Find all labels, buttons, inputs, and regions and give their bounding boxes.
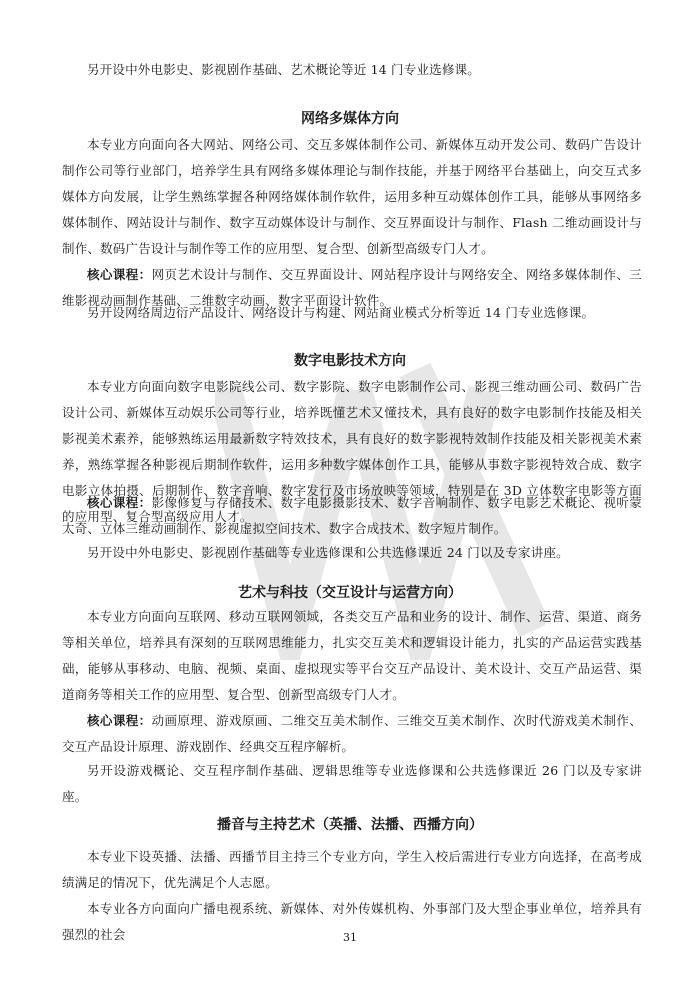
section-title-network-multimedia: 网络多媒体方向 [301,111,399,127]
core-courses-label: 核心课程： [87,713,152,728]
section-description: 本专业下设英播、法播、西播节目主持三个专业方向，学生入校后需进行专业方向选择，在高考成绩满足的情况下，优先满足个人志愿。 [62,849,642,890]
core-courses-text: 动画原理、游戏原画、二维交互美术制作、三维交互美术制作、次时代游戏美术制作、交互产品设计原理、游戏剧作、经典交互程序解析。 [62,713,642,754]
electives-paragraph: 另开设中外电影史、影视剧作基础等专业选修课和公共选修课近 24 门以及专家讲座。 [87,545,569,560]
core-courses-paragraph [62,708,642,760]
section-description: 本专业方向面向各大网站、网络公司、交互多媒体制作公司、新媒体互动开发公司、数码广告设计制作公司等行业部门，培养学生具有网络多媒体理论与制作技能，并基于网络平台基础上，向交互式多媒体方向发展，让学生熟练掌握各种网络媒体制作软件，运用多种互动媒体创作工具，能够从事网络多媒体制作、网站设计与制作、数字互动媒体设计与制作、交互界面设计与制作、Flash 二维动画设计与制作、数码广告设计与制作等工作的应用型、复合型、创新型高级专门人才。 [62,137,642,256]
section-title-broadcasting: 播音与主持艺术（英播、法播、西播方向） [217,817,483,833]
section-title-digital-film: 数字电影技术方向 [294,353,406,369]
core-courses-paragraph [62,490,642,542]
page-number: 31 [343,931,357,944]
electives-paragraph: 另开设游戏概论、交互程序制作基础、逻辑思维等专业选修课和公共选修课近 26 门以及专家讲座。 [62,763,642,804]
section-description: 本专业方向面向数字电影院线公司、数字影院、数字电影制作公司、影视三维动画公司、数码广告设计公司、新媒体互动娱乐公司等行业，培养既懂艺术又懂技术，具有良好的数字电影制作技能及相关影视美术素养，能够熟练运用最新数字特效技术，具有良好的数字影视特效制作技能及相关影视美术素养，熟练掌握各种影视后期制作软件，运用多种数字媒体创作工具，能够从事数字影视特效合成、数字电影立体拍摄、后期制作、数字音响、数字发行及市场放映等领域，特别是在 3D 立体数字电影等方面的应用型、复合型高级应用人才。 [62,379,642,524]
electives-paragraph: 另开设网络周边衍产品设计、网络设计与构建、网站商业模式分析等近 14 门专业选修课。 [87,305,595,320]
section-description-continued: 本专业各方向面向广播电视系统、新媒体、对外传媒机构、外事部门及大型企事业单位，培养具有强烈的社会 [62,901,642,942]
core-courses-text: 网页艺术设计与制作、交互界面设计、网站程序设计与网络安全、网络多媒体制作、三维影视动画制作基础、二维数字动画、数字平面设计软件。 [62,267,642,308]
section-title-art-technology: 艺术与科技（交互设计与运营方向） [238,585,462,601]
section-description: 本专业方向面向互联网、移动互联网领域，各类交互产品和业务的设计、制作、运营、渠道、商务等相关单位，培养具有深刻的互联网思维能力，扎实交互美术和逻辑设计能力，扎实的产品运营实践基础，能够从事移动、电脑、视频、桌面、虚拟现实等平台交互产品设计、美术设计、交互产品运营、渠道商务等相关工作的应用型、复合型、创新型高级专门人才。 [62,609,642,702]
core-courses-label: 核心课程： [87,267,152,282]
intro-electives-line: 另开设中外电影史、影视剧作基础、艺术概论等近 14 门专业选修课。 [87,62,480,77]
core-courses-text: 影像修复与存储技术、数字电影摄影技术、数字音响制作、数字电影艺术概论、视听蒙太奇、立体三维动画制作、影视虚拟空间技术、数字合成技术、数字短片制作。 [62,495,642,536]
core-courses-label: 核心课程： [87,495,152,510]
